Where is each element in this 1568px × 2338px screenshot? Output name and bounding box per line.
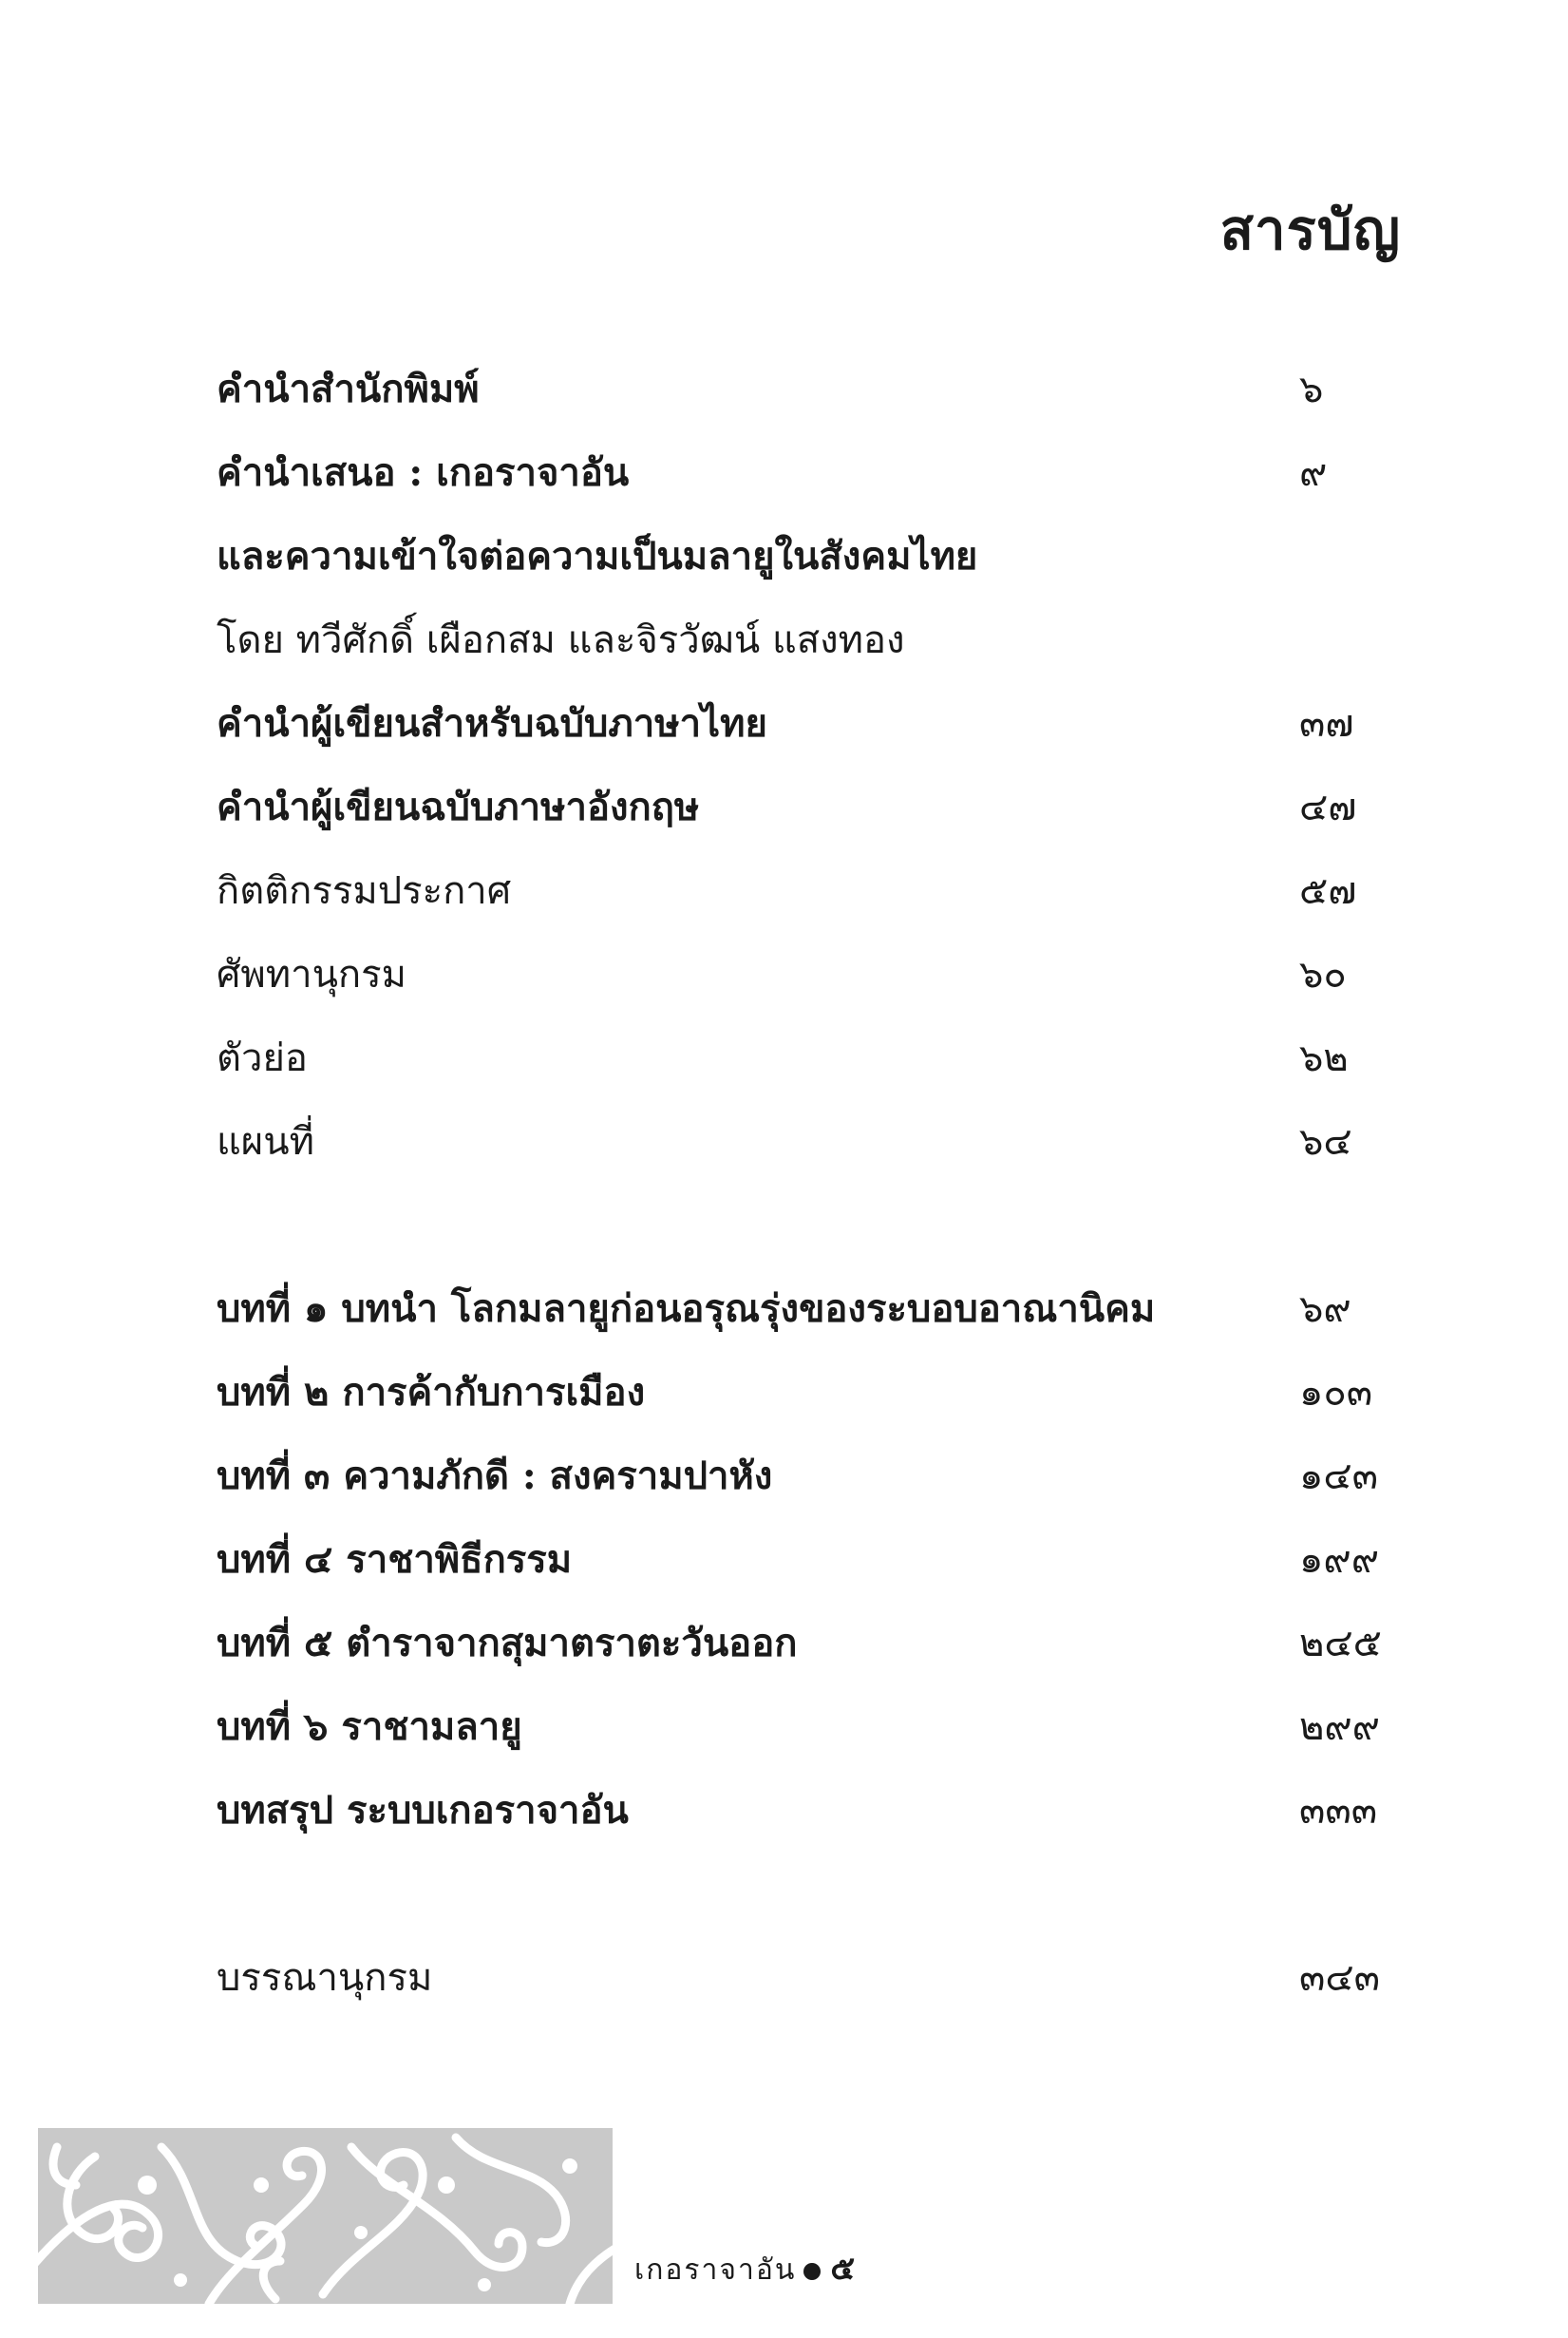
toc-entry[interactable] xyxy=(217,435,1385,511)
decorative-pattern xyxy=(38,2128,613,2304)
toc-entry-title: ศัพทานุกรม xyxy=(217,953,406,997)
toc-entry-title: กิตติกรรมประกาศ xyxy=(217,869,512,913)
toc-entry[interactable] xyxy=(217,1020,1385,1096)
toc-entry-page: ๑๙๙ xyxy=(1299,1538,1379,1582)
toc-entry[interactable] xyxy=(217,1606,1385,1682)
toc-entry[interactable] xyxy=(217,602,1385,678)
toc-entry-page: ๒๔๕ xyxy=(1299,1622,1382,1665)
toc-entry-title: บทที่ ๔ ราชาพิธีกรรม xyxy=(217,1537,573,1582)
toc-entry-page: ๑๔๓ xyxy=(1299,1454,1379,1498)
toc-entry[interactable] xyxy=(217,1355,1385,1431)
toc-entry[interactable] xyxy=(217,1271,1385,1347)
toc-entry[interactable] xyxy=(217,1104,1385,1180)
toc-entry[interactable] xyxy=(217,853,1385,929)
toc-entry[interactable] xyxy=(217,1773,1385,1849)
toc-entry-title: บทสรุป ระบบเกอราจาอัน xyxy=(217,1788,629,1833)
toc-entry-page: ๖๔ xyxy=(1299,1120,1352,1164)
toc-entry-title: คำนำผู้เขียนฉบับภาษาอังกฤษ xyxy=(217,785,700,829)
toc-entry-title: บทที่ ๑ บทนำ โลกมลายูก่อนอรุณรุ่งของระบอบอาณานิคม xyxy=(217,1286,1156,1331)
toc-entry[interactable] xyxy=(217,352,1385,428)
toc-entry-title: บทที่ ๓ ความภักดี : สงครามปาหัง xyxy=(217,1454,773,1498)
bullet-icon xyxy=(803,2263,821,2280)
toc-entry[interactable] xyxy=(217,686,1385,762)
toc-entry-page: ๕๗ xyxy=(1299,869,1357,913)
toc-entry[interactable] xyxy=(217,770,1385,846)
page-title: สารบัญ xyxy=(1219,198,1401,262)
toc-entry[interactable] xyxy=(217,1940,1385,2016)
toc-entry-title: บทที่ ๖ ราชามลายู xyxy=(217,1704,522,1749)
toc-entry-page: ๙ xyxy=(1299,451,1328,495)
toc-entry-title: บรรณานุกรม xyxy=(217,1956,433,2000)
toc-entry-page: ๓๗ xyxy=(1299,702,1354,746)
toc-entry-title: คำนำผู้เขียนสำหรับฉบับภาษาไทย xyxy=(217,701,767,746)
toc-entry-title: บทที่ ๒ การค้ากับการเมือง xyxy=(217,1370,646,1415)
toc-entry-title: โดย ทวีศักดิ์ เผือกสม และจิรวัฒน์ แสงทอง xyxy=(217,618,905,662)
toc-entry-page: ๖๙ xyxy=(1299,1287,1351,1331)
toc-entry-title: แผนที่ xyxy=(217,1120,314,1164)
toc-entry-page: ๒๙๙ xyxy=(1299,1705,1380,1749)
toc-entry-page: ๖๒ xyxy=(1299,1036,1349,1080)
toc-entry-page: ๖๐ xyxy=(1299,953,1347,997)
toc-entry-title: คำนำเสนอ : เกอราจาอัน xyxy=(217,450,630,495)
page-number: ๕ xyxy=(830,2250,858,2288)
toc-entry-page: ๖ xyxy=(1299,368,1324,411)
toc-entry-title: บทที่ ๕ ตำราจากสุมาตราตะวันออก xyxy=(217,1621,798,1665)
toc-entry[interactable] xyxy=(217,937,1385,1013)
toc-entry[interactable] xyxy=(217,519,1385,595)
toc-entry[interactable] xyxy=(217,1522,1385,1598)
toc-entry-page: ๓๓๓ xyxy=(1299,1789,1378,1833)
toc-entry-page: ๑๐๓ xyxy=(1299,1371,1373,1415)
toc-entry[interactable] xyxy=(217,1689,1385,1765)
toc-entry[interactable] xyxy=(217,1438,1385,1514)
toc-entry-title: ตัวย่อ xyxy=(217,1036,308,1080)
toc-entry-page: ๓๔๓ xyxy=(1299,1956,1380,2000)
toc-entry-page: ๔๗ xyxy=(1299,786,1357,829)
toc-entry-title: คำนำสำนักพิมพ์ xyxy=(217,367,480,411)
running-title: เกอราจาอัน xyxy=(634,2253,797,2287)
page-footer xyxy=(634,2242,857,2293)
toc-entry-title: และความเข้าใจต่อความเป็นมลายูในสังคมไทย xyxy=(217,534,978,579)
